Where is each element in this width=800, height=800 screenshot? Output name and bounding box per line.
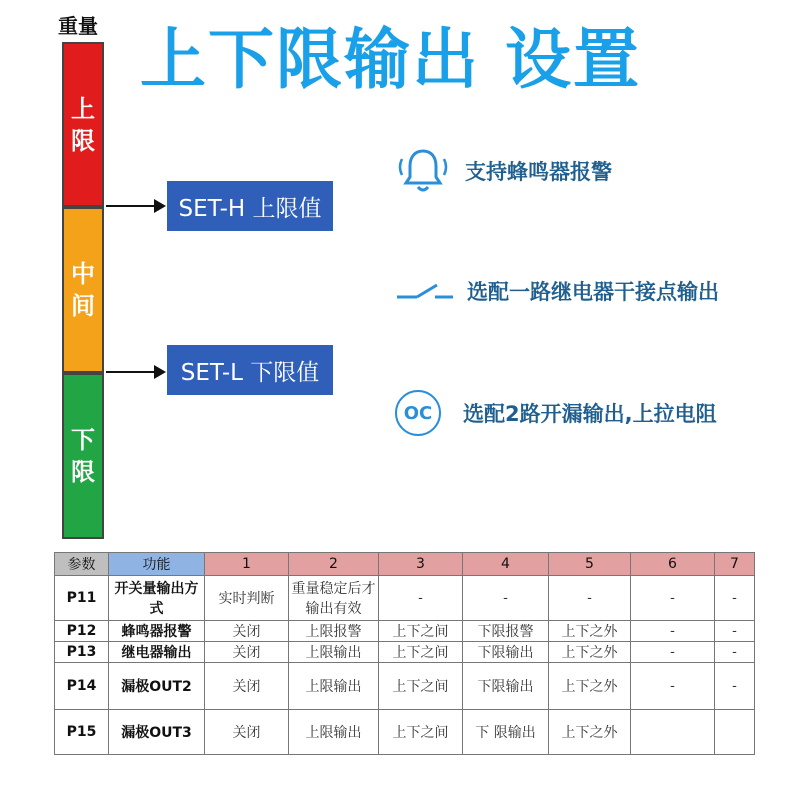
param-function: 漏极OUT2 — [109, 663, 205, 710]
option-value: 关闭 — [205, 710, 289, 755]
param-code: P11 — [55, 576, 109, 621]
page-title: 上下限输出 设置 — [140, 21, 641, 98]
option-value: 上下之外 — [549, 663, 631, 710]
option-value: 上下之外 — [549, 621, 631, 642]
lower-limit-zone-label: 下限 — [71, 426, 95, 486]
feature-relay — [395, 271, 719, 311]
table-row — [55, 576, 755, 621]
option-value: - — [631, 663, 715, 710]
option-value: 上下之外 — [549, 642, 631, 663]
table-row — [55, 642, 755, 663]
option-value: 下限输出 — [463, 663, 549, 710]
param-code: P14 — [55, 663, 109, 710]
header-function: 功能 — [109, 553, 205, 576]
set-l-lower-value-box: SET-L 下限值 — [167, 345, 333, 395]
param-code: P12 — [55, 621, 109, 642]
option-value: 下限输出 — [463, 642, 549, 663]
option-value: 上限输出 — [289, 663, 379, 710]
option-value: 上下之间 — [379, 710, 463, 755]
table-header-row — [55, 553, 755, 576]
header-option-4: 4 — [463, 553, 549, 576]
option-value: 上限报警 — [289, 621, 379, 642]
option-value: 关闭 — [205, 621, 289, 642]
param-code: P13 — [55, 642, 109, 663]
option-value: - — [549, 576, 631, 621]
table-row — [55, 663, 755, 710]
param-function: 漏极OUT3 — [109, 710, 205, 755]
lower-limit-zone — [62, 373, 104, 539]
option-value: - — [715, 642, 755, 663]
upper-limit-zone — [62, 42, 104, 207]
feature-relay-text: 选配一路继电器干接点输出 — [467, 280, 719, 304]
option-value: - — [715, 621, 755, 642]
header-option-7: 7 — [715, 553, 755, 576]
option-value: 上下之间 — [379, 642, 463, 663]
table-row — [55, 710, 755, 755]
table-row — [55, 621, 755, 642]
option-value: - — [715, 663, 755, 710]
option-value: - — [379, 576, 463, 621]
option-value: - — [631, 576, 715, 621]
option-value: - — [463, 576, 549, 621]
header-option-5: 5 — [549, 553, 631, 576]
bell-icon — [395, 143, 451, 199]
middle-zone-label: 中间 — [71, 260, 95, 320]
arrow-right-icon — [106, 205, 156, 207]
feature-oc-text: 选配2路开漏输出,上拉电阻 — [463, 402, 717, 426]
option-value: 上下之间 — [379, 663, 463, 710]
param-function: 继电器输出 — [109, 642, 205, 663]
option-value: 重量稳定后才输出有效 — [289, 576, 379, 621]
arrow-right-icon — [106, 371, 156, 373]
param-function: 蜂鸣器报警 — [109, 621, 205, 642]
header-option-1: 1 — [205, 553, 289, 576]
option-value: 下限报警 — [463, 621, 549, 642]
middle-zone — [62, 207, 104, 373]
option-value: 上下之间 — [379, 621, 463, 642]
oc-icon: OC — [395, 390, 441, 436]
set-h-upper-value-box: SET-H 上限值 — [167, 181, 333, 231]
option-value: 关闭 — [205, 642, 289, 663]
option-value: 下 限输出 — [463, 710, 549, 755]
option-value — [715, 710, 755, 755]
feature-buzzer — [395, 143, 612, 199]
option-value: - — [715, 576, 755, 621]
feature-open-collector — [395, 390, 717, 436]
option-value — [631, 710, 715, 755]
option-value: 关闭 — [205, 663, 289, 710]
relay-switch-icon — [395, 271, 455, 311]
header-option-3: 3 — [379, 553, 463, 576]
option-value: 上限输出 — [289, 642, 379, 663]
header-option-2: 2 — [289, 553, 379, 576]
option-value: 上下之外 — [549, 710, 631, 755]
upper-limit-zone-label: 上限 — [71, 94, 95, 155]
option-value: 实时判断 — [205, 576, 289, 621]
header-option-6: 6 — [631, 553, 715, 576]
param-function: 开关量输出方式 — [109, 576, 205, 621]
parameter-table — [54, 552, 755, 755]
weight-axis-label: 重量 — [58, 14, 98, 38]
option-value: - — [631, 642, 715, 663]
option-value: 上限输出 — [289, 710, 379, 755]
option-value: - — [631, 621, 715, 642]
header-param: 参数 — [55, 553, 109, 576]
feature-buzzer-text: 支持蜂鸣器报警 — [465, 160, 612, 184]
param-code: P15 — [55, 710, 109, 755]
